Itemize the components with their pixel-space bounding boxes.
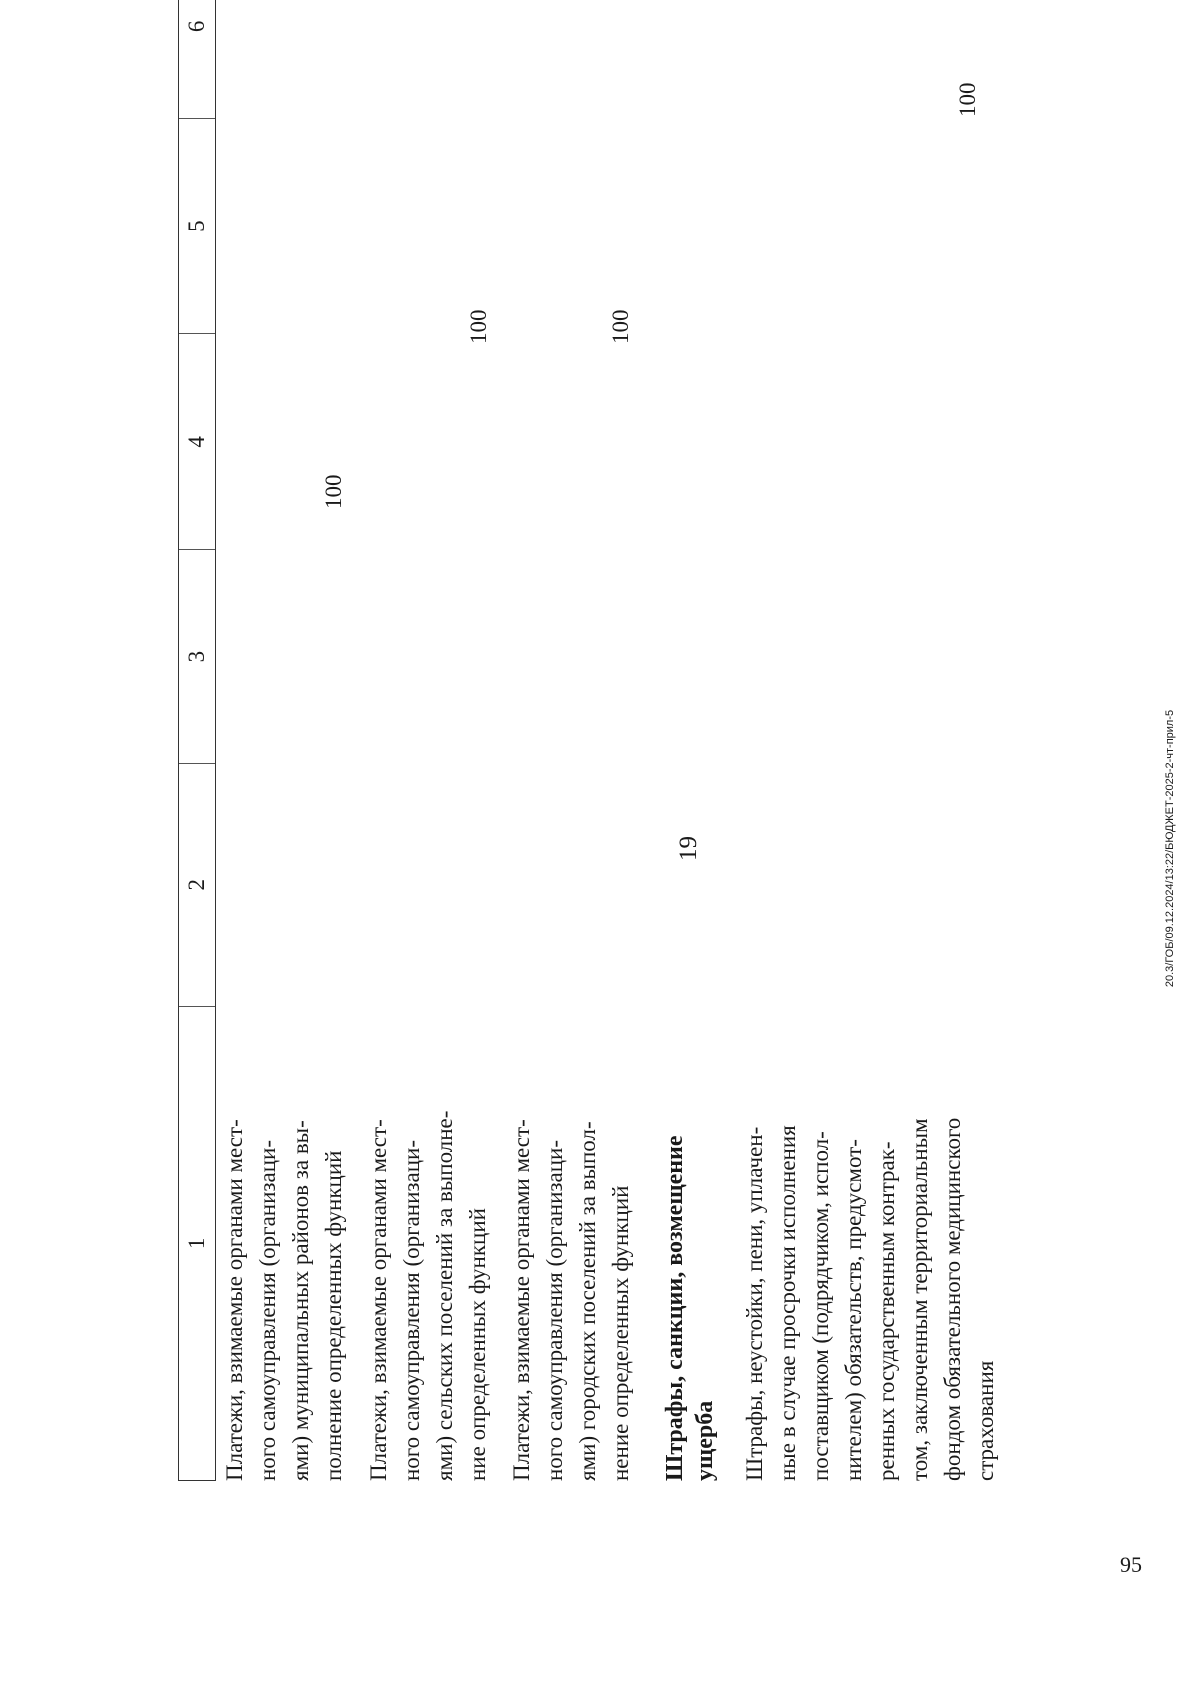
row-value: 100 — [608, 309, 633, 344]
column-header-5: 5 — [179, 118, 215, 334]
row-value: 100 — [955, 82, 980, 117]
table-header-row — [178, 0, 216, 1481]
column-header-3: 3 — [179, 549, 215, 763]
page-number: 19 — [675, 836, 702, 861]
row-value: 100 — [466, 309, 491, 344]
sheet-number: 95 — [1120, 1552, 1142, 1577]
table-row: Платежи, взимаемые органами мест- ного самоуправления (организаци- ями) муниципальных районов за вы- полнение определенных функций — [222, 1119, 346, 1481]
column-header-1: 1 — [179, 1006, 215, 1480]
column-header-2: 2 — [179, 763, 215, 1006]
row-value: 100 — [321, 474, 346, 509]
table-row: Штрафы, неустойки, пени, уплачен- ные в случае просрочки исполнения поставщиком (подрядчиком, испол- нителем) обязательств, предусмот- ренных государственным контрак- том, заключенным территориальным фондом обязательного медицинского страхования — [742, 1117, 998, 1481]
footer-code: 20.3/ГОБ/09.12.2024/13:22/БЮДЖЕТ-2025-2-чт-прил-5 — [1164, 709, 1176, 988]
column-header-4: 4 — [179, 333, 215, 549]
table-row: Платежи, взимаемые органами мест- ного самоуправления (организаци- ями) сельских поселений за выполне- ние определенных функций — [366, 1110, 490, 1481]
column-header-6: 6 — [184, 20, 209, 33]
section-heading: Штрафы, санкции, возмещение ущерба — [662, 1135, 718, 1481]
table-row: Платежи, взимаемые органами мест- ного самоуправления (организаци- ями) городских поселений за выпол- нение определенных функций — [509, 1119, 633, 1481]
